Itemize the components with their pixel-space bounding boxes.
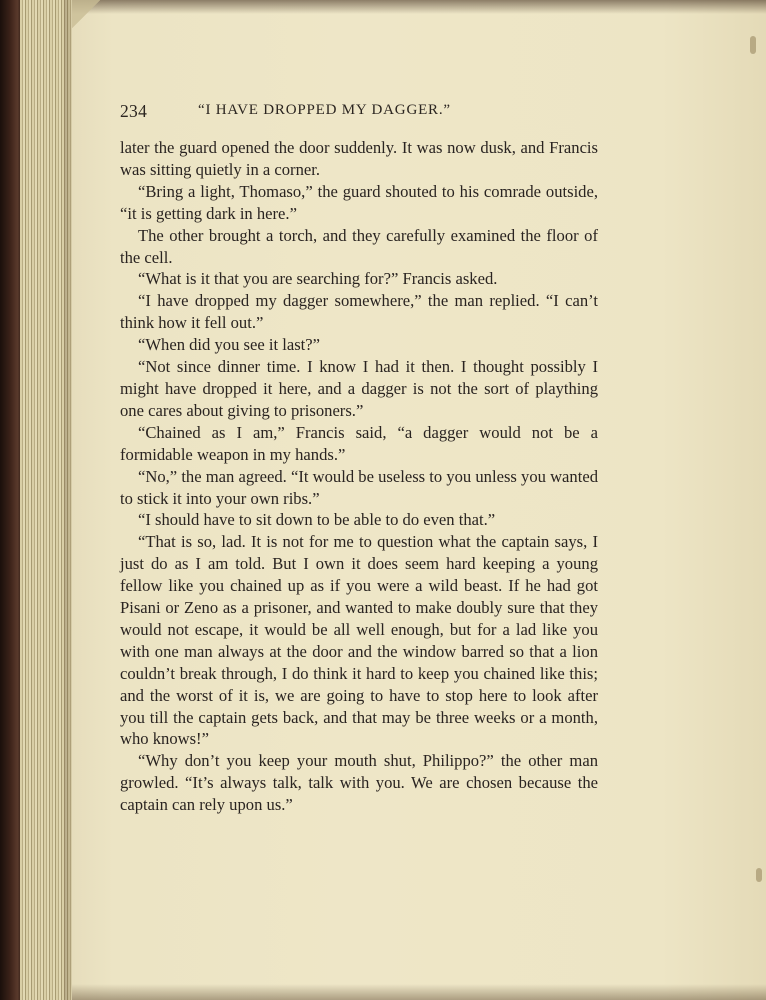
corner-fold [72,0,100,28]
page-header [120,101,560,125]
page-number: 234 [120,101,148,121]
body-text [120,137,598,816]
running-title: “I HAVE DROPPED MY DAGGER.” [198,102,451,118]
page-top-shadow [72,0,766,14]
book-binding [0,0,22,1000]
paragraph: “I have dropped my dagger somewhere,” the man replied. “I can’t think how it fell out.” [120,291,598,333]
paragraph: later the guard opened the door suddenly. It was now dusk, and Francis was sitting quietly in a corner. [120,138,598,179]
page-blemish [750,36,756,54]
paragraph: The other brought a torch, and they carefully examined the floor of the cell. [120,225,598,267]
paragraph: “I should have to sit down to be able to do even that.” [138,510,496,530]
paragraph: “No,” the man agreed. “It would be useless to you unless you wanted to stick it into your own ribs.” [120,466,598,508]
paragraph: “Not since dinner time. I know I had it then. I thought possibly I might have dropped it here, and a dagger is not the sort of plaything one cares about giving to prisoners.” [120,357,598,420]
paragraph: “What is it that you are searching for?” Francis asked. [138,269,498,289]
page-bottom-shadow [72,984,766,1000]
paragraph: “Bring a light, Thomaso,” the guard shouted to his comrade outside, “it is getting dark in here.” [120,181,598,223]
paragraph: “When did you see it last?” [138,335,321,355]
paragraph: “That is so, lad. It is not for me to question what the captain says, I just do as I am told. But I own it does seem hard keeping a young fellow like you chained up as if you were a wild beast. If he had got Pisani or Zeno as a prisoner, and wanted to make doubly sure that they would not escape, it would be all well enough, but for a lad like you with one man always at the door and the window barred so that a lion couldn’t break through, I do think it hard to keep you chained like this; and the worst of it is, we are going to have to stop here to look after you till the captain gets back, and that may be three weeks or a month, who knows!” [120,532,598,749]
paragraph: “Why don’t you keep your mouth shut, Philippo?” the other man growled. “It’s always talk, talk with you. We are chosen because the captain can rely upon us.” [120,751,598,815]
page-blemish [756,868,762,882]
page-edges [20,0,74,1000]
paragraph: “Chained as I am,” Francis said, “a dagger would not be a formidable weapon in my hands.” [120,422,598,464]
